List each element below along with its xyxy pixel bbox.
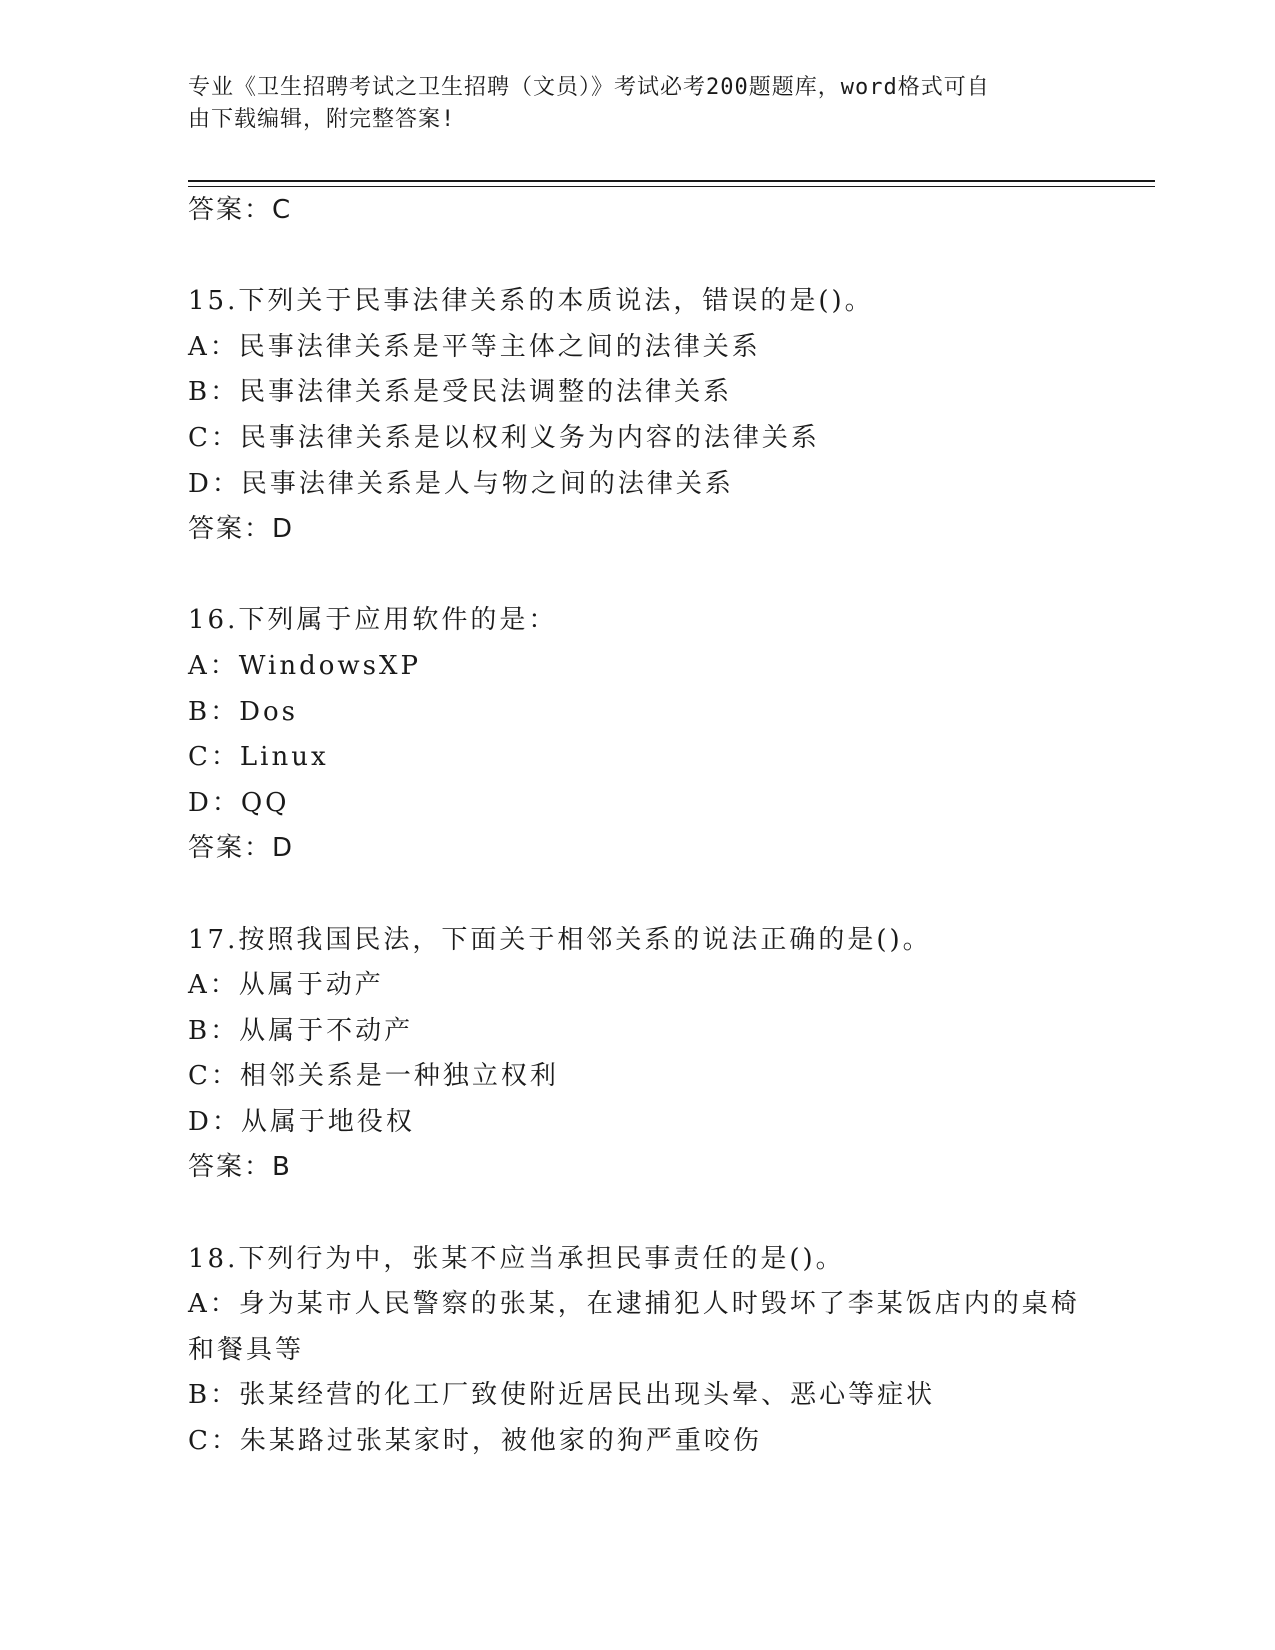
question-stem: 16.下列属于应用软件的是： [188,605,558,636]
document-header [188,72,1068,136]
option-c: C：Linux [188,742,329,773]
spacer [188,872,1088,918]
previous-answer: 答案：C [188,195,293,225]
option-a: A：WindowsXP [188,650,422,681]
question-15 [188,279,1088,553]
header-divider-thick [188,180,1155,182]
spacer [188,1191,1088,1237]
header-line-1: 专业《卫生招聘考试之卫生招聘（文员）》考试必考200题题库，word格式可自 [188,75,990,100]
question-17 [188,918,1088,1192]
spacer [188,553,1088,599]
header-divider-thin [188,186,1155,187]
option-a-continued: 和餐具等 [188,1334,305,1365]
option-c: C：民事法律关系是以权利义务为内容的法律关系 [188,422,820,453]
question-list [188,188,1088,1465]
question-stem: 15.下列关于民事法律关系的本质说法，错误的是()。 [188,286,874,317]
answer-line: 答案：D [188,833,295,864]
answer-line: 答案：B [188,1152,292,1183]
option-d: D：民事法律关系是人与物之间的法律关系 [188,468,734,499]
option-b: B：民事法律关系是受民法调整的法律关系 [188,377,733,408]
option-a: A：身为某市人民警察的张某，在逮捕犯人时毁坏了李某饭店内的桌椅 [188,1289,1080,1320]
question-18 [188,1237,1088,1465]
option-b: B：从属于不动产 [188,1015,414,1046]
option-d: D：从属于地役权 [188,1106,415,1137]
option-d: D：QQ [188,787,290,818]
option-a: A：从属于动产 [188,970,384,1001]
option-b: B：张某经营的化工厂致使附近居民出现头晕、恶心等症状 [188,1380,936,1411]
question-stem: 17.按照我国民法，下面关于相邻关系的说法正确的是()。 [188,924,932,955]
option-c: C：朱某路过张某家时，被他家的狗严重咬伤 [188,1426,762,1457]
option-b: B：Dos [188,696,298,727]
option-a: A：民事法律关系是平等主体之间的法律关系 [188,331,761,362]
question-stem: 18.下列行为中，张某不应当承担民事责任的是()。 [188,1243,845,1274]
question-16 [188,598,1088,872]
header-line-2: 由下载编辑，附完整答案! [188,107,456,132]
spacer [188,234,1088,280]
answer-line: 答案：D [188,514,295,545]
option-c: C：相邻关系是一种独立权利 [188,1061,559,1092]
